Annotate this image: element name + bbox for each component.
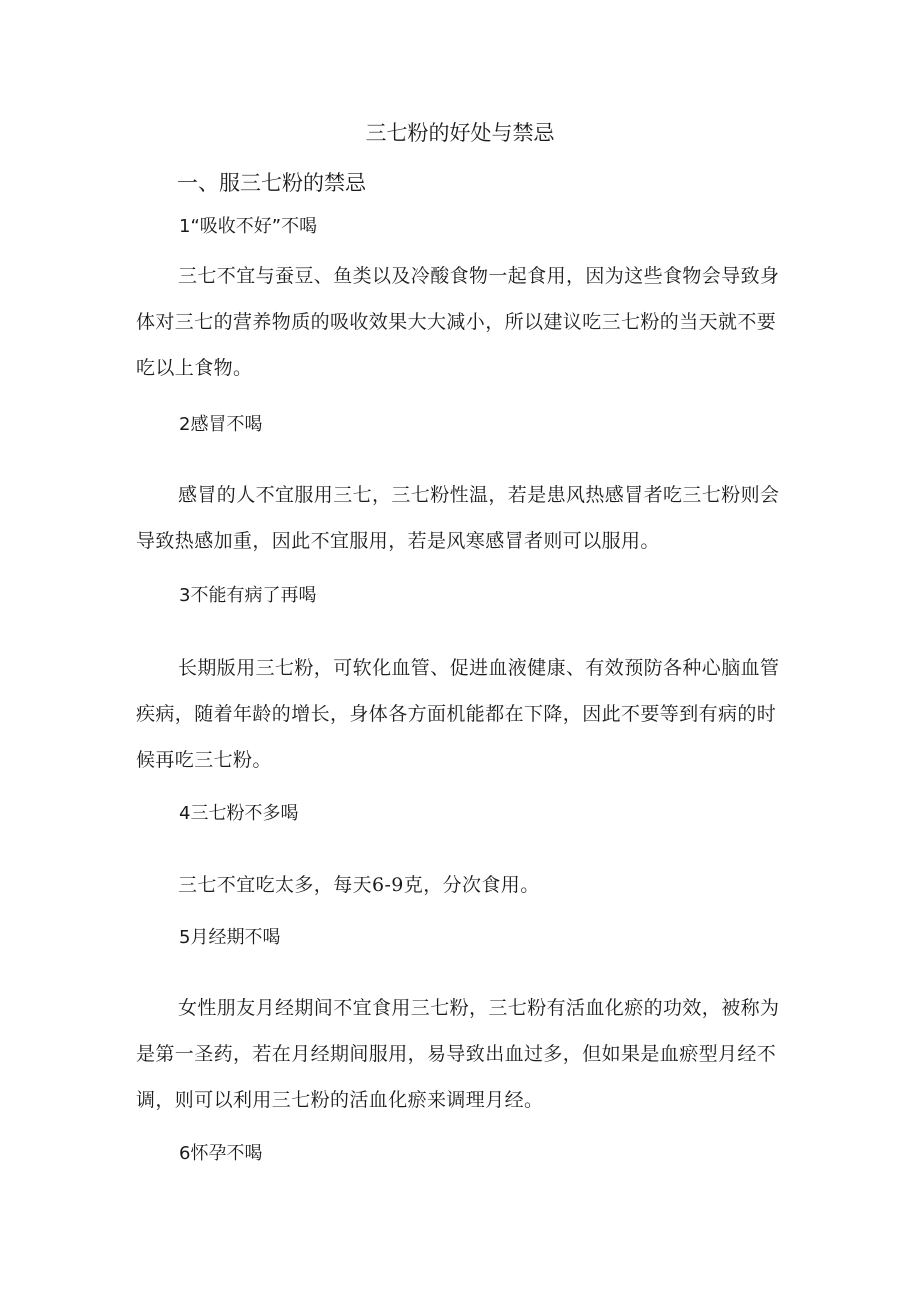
- item-3-heading: 3不能有病了再喝: [179, 585, 317, 606]
- item-2-body: 感冒的人不宜服用三七，三七粉性温，若是患风热感冒者吃三七粉则会导致热感加重，因此不宜服用，若是风寒感冒者则可以服用。: [136, 484, 780, 552]
- item-1-body: 三七不宜与蚕豆、鱼类以及冷酸食物一起食用，因为这些食物会导致身体对三七的营养物质的吸收效果大大减小，所以建议吃三七粉的当天就不要吃以上食物。: [136, 265, 780, 379]
- section-heading: 一、服三七粉的禁忌: [177, 171, 366, 195]
- item-4-heading: 4三七粉不多喝: [179, 803, 299, 824]
- item-4-body: 三七不宜吃太多，每天6-9克，分次食用。: [178, 874, 540, 896]
- item-3-body: 长期版用三七粉，可软化血管、促进血液健康、有效预防各种心脑血管疾病，随着年龄的增长，身体各方面机能都在下降，因此不要等到有病的时候再吃三七粉。: [136, 657, 780, 771]
- item-5-heading: 5月经期不喝: [179, 927, 281, 948]
- item-5-body: 女性朋友月经期间不宜食用三七粉，三七粉有活血化瘀的功效，被称为是第一圣药，若在月经期间服用，易导致出血过多，但如果是血瘀型月经不调，则可以利用三七粉的活血化瘀来调理月经。: [136, 997, 780, 1111]
- item-2-heading: 2感冒不喝: [179, 414, 263, 435]
- document-title: 三七粉的好处与禁忌: [365, 121, 555, 145]
- item-6-heading: 6怀孕不喝: [179, 1143, 263, 1164]
- item-1-heading: 1“吸收不好”不喝: [179, 216, 318, 237]
